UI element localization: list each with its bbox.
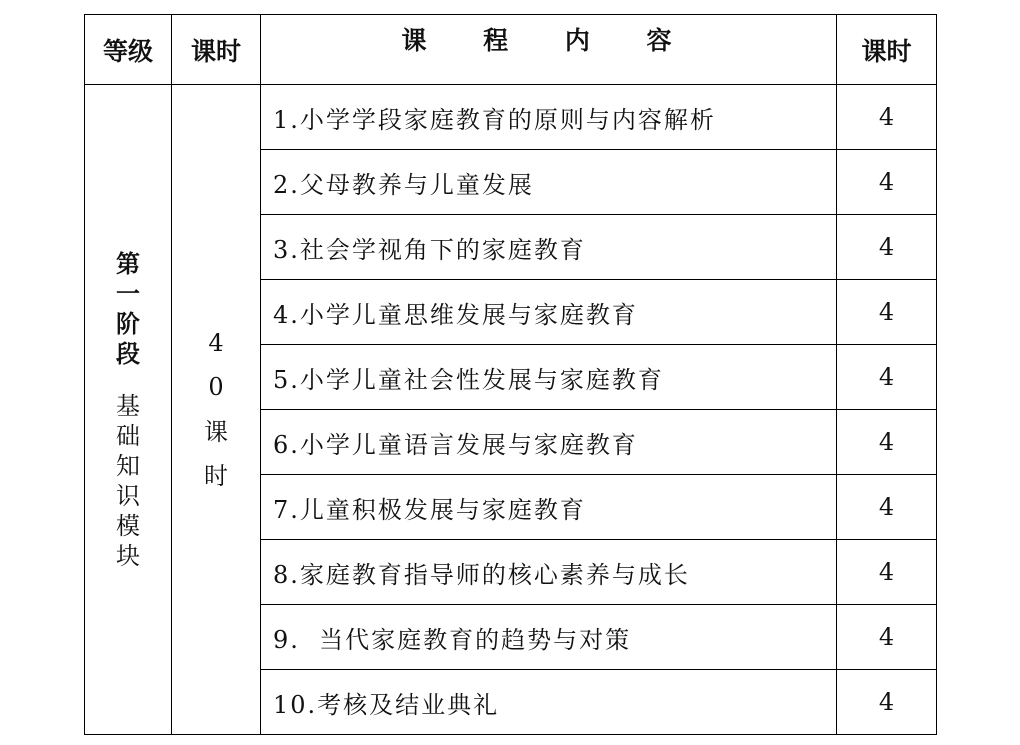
course-hours: 4 <box>837 410 937 475</box>
table-row <box>85 85 937 150</box>
course-item: 4.小学儿童思维发展与家庭教育 <box>261 280 837 345</box>
stage-module: 基础知识模块 <box>115 391 140 570</box>
course-item: 5.小学儿童社会性发展与家庭教育 <box>261 345 837 410</box>
course-hours: 4 <box>837 345 937 410</box>
course-item: 6.小学儿童语言发展与家庭教育 <box>261 410 837 475</box>
header-item-hours: 课时 <box>837 15 937 85</box>
course-hours: 4 <box>837 475 937 540</box>
total-hours: 40课时 <box>203 328 228 490</box>
header-content: 课 程 内 容 <box>261 15 837 85</box>
course-hours: 4 <box>837 85 937 150</box>
course-hours: 4 <box>837 605 937 670</box>
course-hours: 4 <box>837 670 937 735</box>
course-hours: 4 <box>837 280 937 345</box>
course-hours: 4 <box>837 540 937 605</box>
course-item: 1.小学学段家庭教育的原则与内容解析 <box>261 85 837 150</box>
course-table <box>84 14 937 735</box>
course-item: 7.儿童积极发展与家庭教育 <box>261 475 837 540</box>
total-hours-cell <box>172 85 261 735</box>
header-hours: 课时 <box>172 15 261 85</box>
course-item: 8.家庭教育指导师的核心素养与成长 <box>261 540 837 605</box>
stage-name: 第一阶段 <box>115 249 140 368</box>
stage-cell <box>85 85 172 735</box>
course-item: 2.父母教养与儿童发展 <box>261 150 837 215</box>
course-item: 9. 当代家庭教育的趋势与对策 <box>261 605 837 670</box>
course-item: 10.考核及结业典礼 <box>261 670 837 735</box>
header-row <box>85 15 937 85</box>
course-hours: 4 <box>837 215 937 280</box>
course-item: 3.社会学视角下的家庭教育 <box>261 215 837 280</box>
course-hours: 4 <box>837 150 937 215</box>
header-level: 等级 <box>85 15 172 85</box>
